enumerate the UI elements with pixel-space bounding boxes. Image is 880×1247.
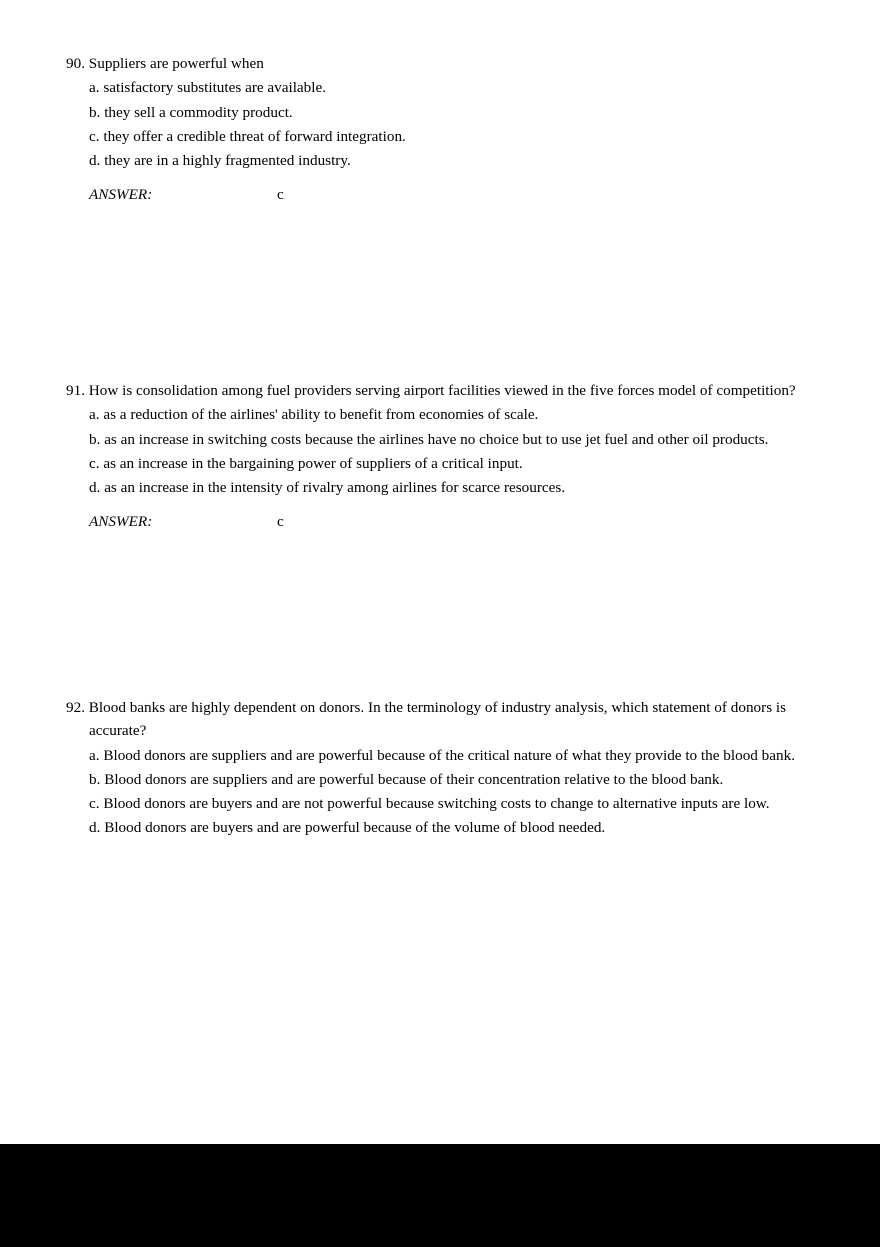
question-stem xyxy=(66,696,841,743)
option-item[interactable] xyxy=(66,452,841,475)
option-item[interactable] xyxy=(66,149,841,172)
question-block xyxy=(66,696,826,841)
option-text: satisfactory substitutes are available. xyxy=(103,79,327,97)
option-text: Blood donors are buyers and are not powerful because switching costs to change to alternative inputs are low. xyxy=(103,795,770,813)
option-item[interactable] xyxy=(66,403,841,426)
option-text: Blood donors are suppliers and are powerful because of their concentration relative to the blood bank. xyxy=(104,770,724,788)
option-text: as a reduction of the airlines' ability to benefit from economies of scale. xyxy=(103,406,539,424)
option-item[interactable] xyxy=(66,744,841,767)
question-number: 90. xyxy=(66,55,85,72)
question-number: 91. xyxy=(66,382,85,399)
option-letter: b. xyxy=(89,103,101,121)
answer-value: c xyxy=(277,186,284,204)
option-item[interactable] xyxy=(66,816,841,839)
option-letter: c. xyxy=(89,795,100,813)
option-list xyxy=(66,744,826,840)
footer-black-bar xyxy=(0,1144,880,1247)
option-text: they offer a credible threat of forward integration. xyxy=(103,127,406,145)
question-text: Blood banks are highly dependent on donors. In the terminology of industry analysis, which statement of donors is accurate? xyxy=(88,699,787,740)
question-text: How is consolidation among fuel providers serving airport facilities viewed in the five forces model of competition? xyxy=(88,382,796,399)
answer-row xyxy=(66,183,826,206)
question-stem xyxy=(66,379,841,402)
option-letter: c. xyxy=(89,454,100,472)
answer-row xyxy=(66,510,826,533)
answer-value: c xyxy=(277,513,284,531)
option-item[interactable] xyxy=(66,768,841,791)
option-letter: a. xyxy=(89,746,100,764)
option-item[interactable] xyxy=(66,76,841,99)
answer-label: ANSWER: xyxy=(89,186,153,204)
option-text: Blood donors are buyers and are powerful because of the volume of blood needed. xyxy=(104,819,606,837)
option-letter: a. xyxy=(89,406,100,424)
option-item[interactable] xyxy=(66,125,841,148)
option-text: as an increase in the bargaining power of suppliers of a critical input. xyxy=(103,454,523,472)
option-letter: c. xyxy=(89,127,100,145)
option-list xyxy=(66,76,826,172)
option-letter: d. xyxy=(89,819,101,837)
option-letter: a. xyxy=(89,79,100,97)
option-item[interactable] xyxy=(66,792,841,815)
option-letter: d. xyxy=(89,152,101,170)
option-text: they sell a commodity product. xyxy=(104,103,293,121)
question-block xyxy=(66,379,826,534)
option-letter: d. xyxy=(89,479,101,497)
option-letter: b. xyxy=(89,430,101,448)
option-text: as an increase in switching costs because the airlines have no choice but to use jet fuel and other oil products. xyxy=(104,430,769,448)
answer-label: ANSWER: xyxy=(89,513,153,531)
question-number: 92. xyxy=(66,699,85,716)
option-list xyxy=(66,403,826,499)
option-item[interactable] xyxy=(66,428,841,451)
option-item[interactable] xyxy=(66,476,841,499)
question-stem xyxy=(66,52,841,75)
option-letter: b. xyxy=(89,770,101,788)
option-text: as an increase in the intensity of rivalry among airlines for scarce resources. xyxy=(104,479,566,497)
question-block xyxy=(66,52,826,207)
question-text: Suppliers are powerful when xyxy=(88,55,264,72)
option-text: Blood donors are suppliers and are powerful because of the critical nature of what they provide to the blood bank. xyxy=(103,746,795,764)
option-item[interactable] xyxy=(66,101,841,124)
option-text: they are in a highly fragmented industry. xyxy=(104,152,351,170)
